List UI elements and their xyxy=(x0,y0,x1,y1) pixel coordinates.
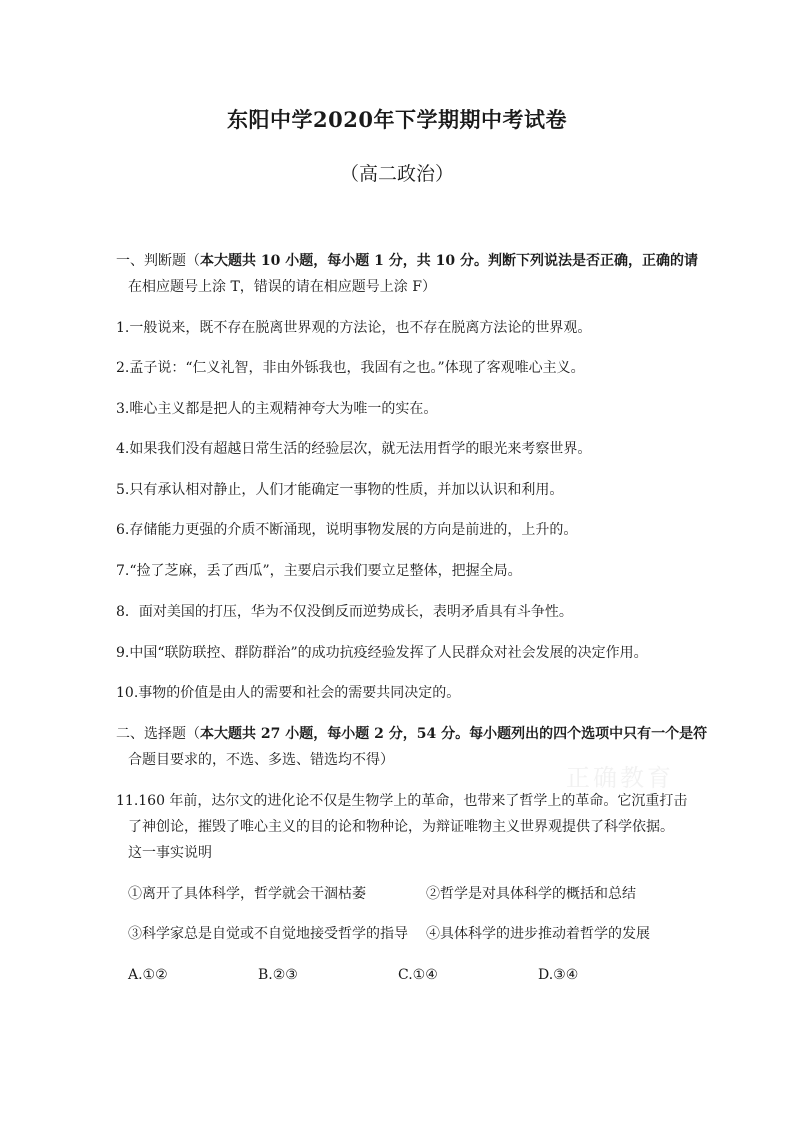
section1-heading xyxy=(116,251,698,271)
judgment-item-9: 9.中国“联防联控、群防群治”的成功抗疫经验发挥了人民群众对社会发展的决定作用。 xyxy=(116,645,648,661)
question-11-option-2: ②哲学是对具体科学的概括和总结 xyxy=(426,886,636,902)
question-11-line2: 了神创论，摧毁了唯心主义的目的论和物种论，为辩证唯物主义世界观提供了科学依据。 xyxy=(128,819,674,835)
section2-heading-line2: 合题目要求的，不选、多选、错选均不得） xyxy=(128,752,394,768)
judgment-item-2: 2.孟子说：“仁义礼智，非由外铄我也，我固有之也。”体现了客观唯心主义。 xyxy=(116,360,585,376)
choice-a: A.①② xyxy=(128,967,168,983)
question-11-option-3: ③科学家总是自觉或不自觉地接受哲学的指导 xyxy=(128,926,408,942)
judgment-item-3: 3.唯心主义都是把人的主观精神夸大为唯一的实在。 xyxy=(116,401,438,417)
judgment-item-8: 8．面对美国的打压，华为不仅没倒反而逆势成长，表明矛盾具有斗争性。 xyxy=(116,604,573,620)
exam-title: 东阳中学2020年下学期期中考试卷 xyxy=(227,107,567,132)
section1-instructions: 本大题共 10 小题，每小题 1 分，共 10 分。判断下列说法是否正确，正确的请 xyxy=(200,253,698,269)
section2-heading xyxy=(116,724,707,744)
section1-heading-line2: 在相应题号上涂 T，错误的请在相应题号上涂 F） xyxy=(128,279,436,295)
judgment-item-4: 4.如果我们没有超越日常生活的经验层次，就无法用哲学的眼光来考察世界。 xyxy=(116,441,592,457)
watermark: 正确教育 xyxy=(566,764,674,792)
judgment-item-1: 1.一般说来，既不存在脱离世界观的方法论，也不存在脱离方法论的世界观。 xyxy=(116,320,592,336)
question-11-line1: 11.160 年前，达尔文的进化论不仅是生物学上的革命，也带来了哲学上的革命。它沉重打击 xyxy=(116,793,688,809)
question-11-option-4: ④具体科学的进步推动着哲学的发展 xyxy=(426,926,650,942)
choice-d: D.③④ xyxy=(538,967,579,983)
section1-label: 一、判断题（ xyxy=(116,253,200,269)
judgment-item-6: 6.存储能力更强的介质不断涌现，说明事物发展的方向是前进的，上升的。 xyxy=(116,522,578,538)
section2-label: 二、选择题（ xyxy=(116,726,200,742)
judgment-item-5: 5.只有承认相对静止，人们才能确定一事物的性质，并加以认识和利用。 xyxy=(116,482,564,498)
question-11-line3: 这一事实说明 xyxy=(128,845,212,861)
question-11-option-1: ①离开了具体科学，哲学就会干涸枯萎 xyxy=(128,886,366,902)
exam-subtitle: （高二政治） xyxy=(339,163,454,185)
judgment-item-7: 7.“捡了芝麻，丢了西瓜”，主要启示我们要立足整体，把握全局。 xyxy=(116,563,522,579)
section2-instructions: 本大题共 27 小题，每小题 2 分，54 分。每小题列出的四个选项中只有一个是符 xyxy=(200,726,708,742)
choice-b: B.②③ xyxy=(258,967,298,983)
judgment-item-10: 10.事物的价值是由人的需要和社会的需要共同决定的。 xyxy=(116,685,461,701)
choice-c: C.①④ xyxy=(398,967,438,983)
